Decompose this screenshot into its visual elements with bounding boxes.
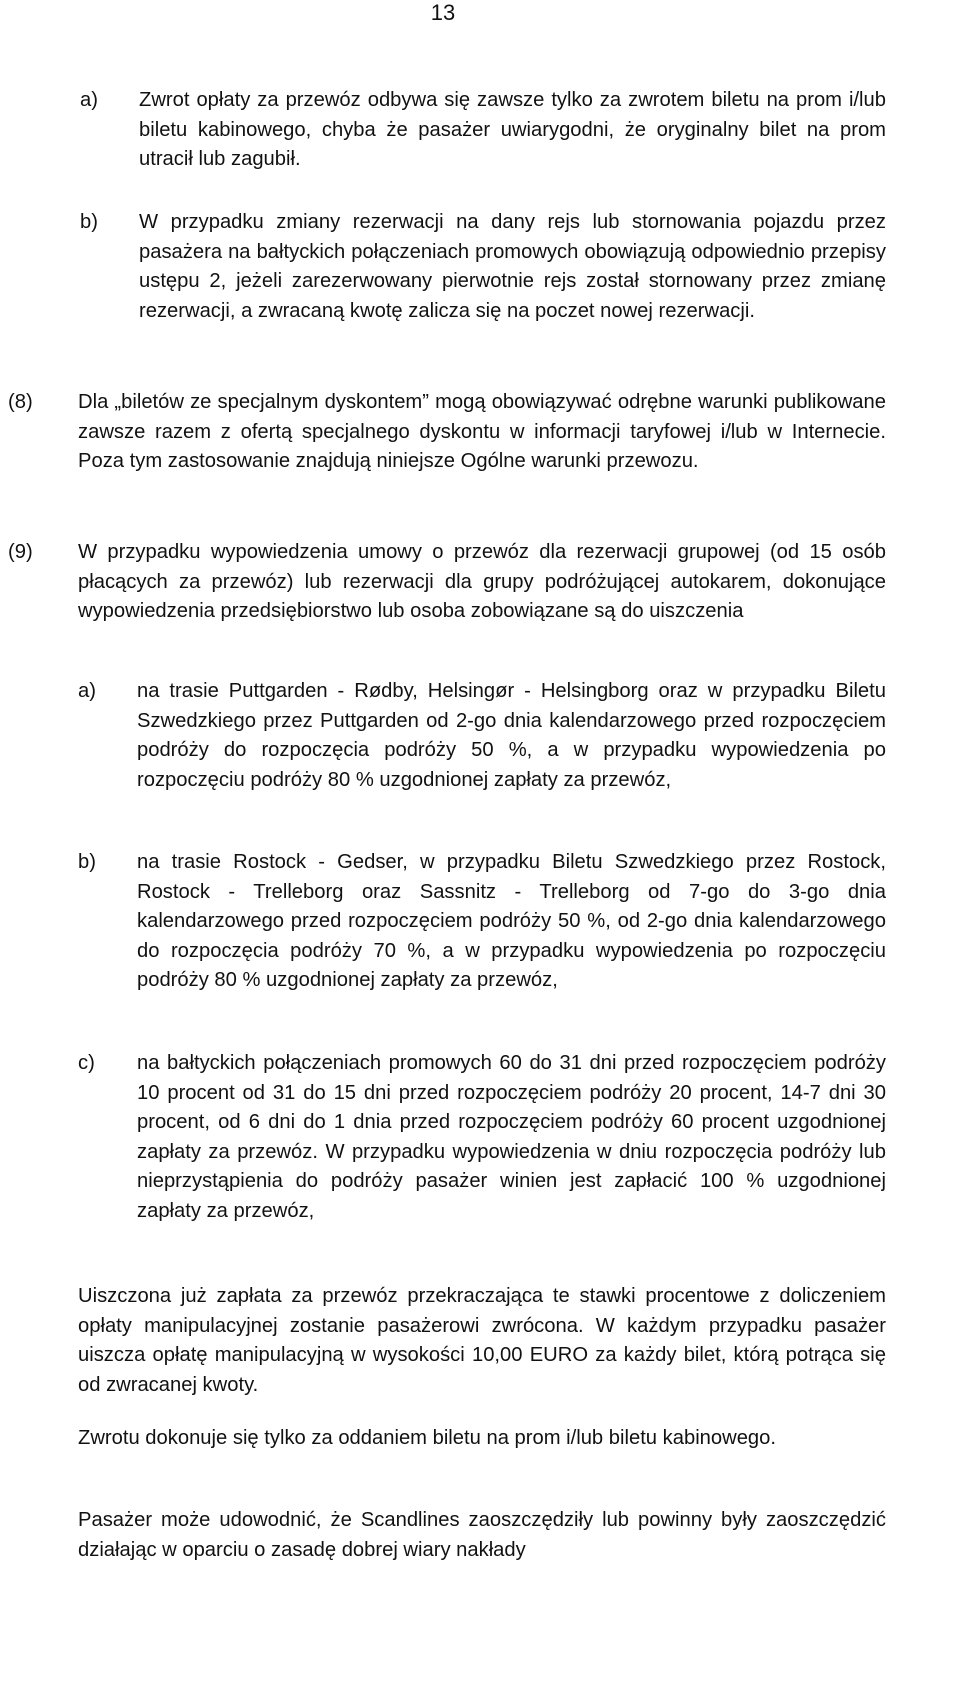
paragraph-refund-condition [78,1424,886,1484]
section-9a [78,677,886,827]
item-text: na trasie Rostock - Gedser, w przypadku Biletu Szwedzkiego przez Rostock, Rostock - Trelleborg oraz Sassnitz - Trelleborg od 7-go do 3-go dnia kalendarzowego przed rozpoczęciem podróży 50 %, od 2-go dnia kalendarzowego do rozpoczęcia podróży 70 %, a w przypadku wypowiedzenia po rozpoczęciu podróży 80 % uzgodnionej zapłaty za przewóz, [137,851,886,992]
item-label: (9) [8,541,33,563]
item-label: c) [78,1052,95,1074]
paragraph-savings-proof [78,1506,886,1566]
paragraph-text: Pasażer może udowodnić, że Scandlines zaoszczędziły lub powinny były zaoszczędzić działając w oparciu o zasadę dobrej wiary nakłady [78,1509,886,1561]
section-7b [80,208,886,358]
item-text: W przypadku zmiany rezerwacji na dany rejs lub stornowania pojazdu przez pasażera na bałtyckich połączeniach promowych obowiązują odpowiednio przepisy ustępu 2, jeżeli zarezerwowany pierwotnie rejs został stornowany przez zmianę rezerwacji, a zwracaną kwotę zalicza się na poczet nowej rezerwacji. [139,211,886,322]
section-9b [78,848,886,1028]
section-7a [80,86,886,176]
item-label: (8) [8,391,33,413]
item-text: W przypadku wypowiedzenia umowy o przewóz dla rezerwacji grupowej (od 15 osób płacących za przewóz) lub rezerwacji dla grupy podróżującej autokarem, dokonujące wypowiedzenia przedsiębiorstwo lub osoba zobowiązane są do uiszczenia [78,541,886,623]
item-text: Dla „biletów ze specjalnym dyskontem” mogą obowiązywać odrębne warunki publikowane zawsze razem z ofertą specjalnego dyskontu w informacji taryfowej i/lub w Internecie. Poza tym zastosowanie znajdują niniejsze Ogólne warunki przewozu. [78,391,886,473]
paragraph-text: Zwrotu dokonuje się tylko za oddaniem biletu na prom i/lub biletu kabinowego. [78,1427,776,1449]
page-number: 13 [430,0,456,25]
item-label: b) [78,851,96,873]
item-text: Zwrot opłaty za przewóz odbywa się zawsze tylko za zwrotem biletu na prom i/lub biletu kabinowego, chyba że pasażer uwiarygodni, że oryginalny bilet na prom utracił lub zagubił. [139,89,886,171]
paragraph-refund-fee [78,1282,886,1402]
section-8 [8,388,886,508]
section-9 [8,538,886,658]
item-label: a) [78,680,96,702]
item-label: a) [80,89,98,111]
item-label: b) [80,211,98,233]
section-9c [78,1049,886,1259]
item-text: na bałtyckich połączeniach promowych 60 do 31 dni przed rozpoczęciem podróży 10 procent od 31 do 15 dni przed rozpoczęciem podróży 20 procent, 14-7 dni 30 procent, od 6 dni do 1 dnia przed rozpoczęciem podróży 60 procent uzgodnionej zapłaty za przewóz. W przypadku wypowiedzenia w dniu rozpoczęcia podróży lub nieprzystąpienia do podróży pasażer winien jest zapłacić 100 % uzgodnionej zapłaty za przewóz, [137,1052,886,1222]
paragraph-text: Uiszczona już zapłata za przewóz przekraczająca te stawki procentowe z doliczeniem opłaty manipulacyjnej zostanie pasażerowi zwrócona. W każdym przypadku pasażer uiszcza opłatę manipulacyjną w wysokości 10,00 EURO za każdy bilet, którą potrąca się od zwracanej kwoty. [78,1285,886,1396]
item-text: na trasie Puttgarden - Rødby, Helsingør - Helsingborg oraz w przypadku Biletu Szwedzkiego przez Puttgarden od 2-go dnia kalendarzowego przed rozpoczęciem podróży do rozpoczęcia podróży 50 %, a w przypadku wypowiedzenia po rozpoczęciu podróży 80 % uzgodnionej zapłaty za przewóz, [137,680,886,791]
